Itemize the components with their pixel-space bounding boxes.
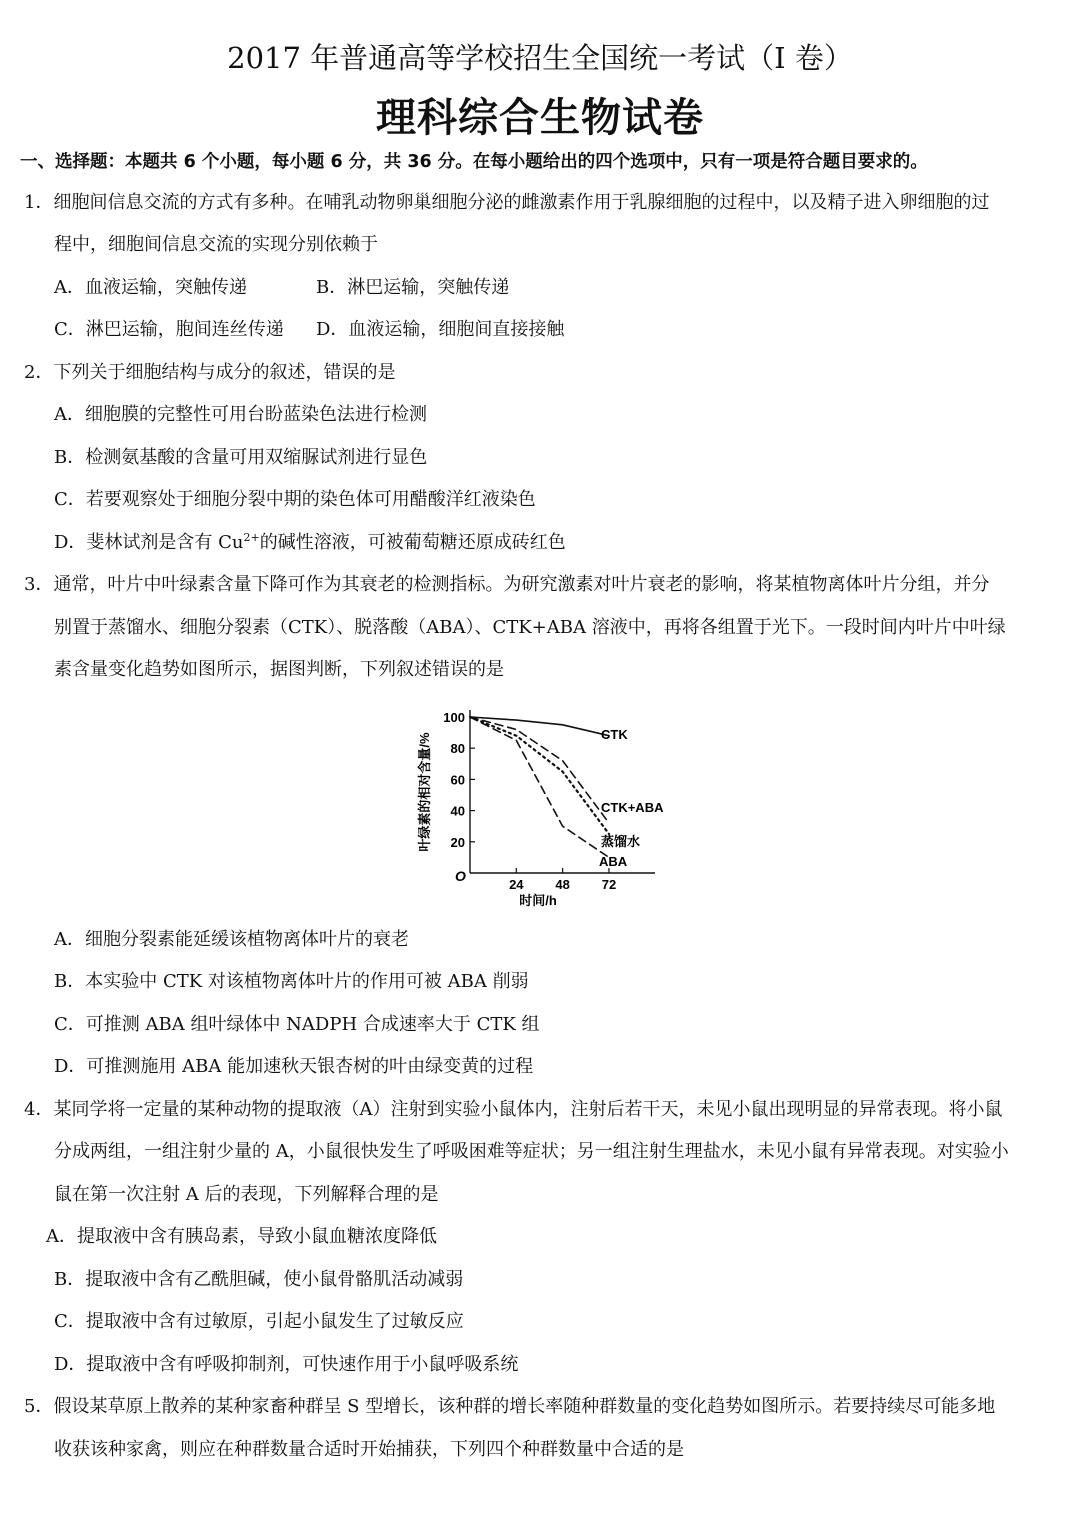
q4-option-d: D．提取液中含有呼吸抑制剂，可快速作用于小鼠呼吸系统 (54, 1354, 519, 1375)
q2-option-d-superscript: 2+ (243, 531, 260, 544)
q4-option-c: C．提取液中含有过敏原，引起小鼠发生了过敏反应 (54, 1311, 464, 1332)
q1-option-d: D．血液运输，细胞间直接接触 (316, 319, 565, 340)
q1-stem-line2: 程中，细胞间信息交流的实现分别依赖于 (54, 234, 378, 255)
q3-option-c: C．可推测 ABA 组叶绿体中 NADPH 合成速率大于 CTK 组 (54, 1014, 540, 1035)
exam-title: 2017 年普通高等学校招生全国统一考试（I 卷） (227, 41, 853, 75)
q2-option-c: C．若要观察处于细胞分裂中期的染色体可用醋酸洋红液染色 (54, 489, 536, 510)
series-label-2: 蒸馏水 (601, 834, 641, 849)
x-tick-label: 72 (601, 877, 617, 892)
q3-option-b: B．本实验中 CTK 对该植物离体叶片的作用可被 ABA 削弱 (54, 971, 529, 992)
series-line-3 (470, 717, 609, 857)
y-tick-label: 20 (450, 834, 465, 850)
q1-option-c: C．淋巴运输，胞间连丝传递 (54, 319, 284, 340)
q2-option-d-post: 的碱性溶液，可被葡萄糖还原成砖红色 (259, 532, 566, 553)
q5-stem-line1: 5．假设某草原上散养的某种家畜种群呈 S 型增长，该种群的增长率随种群数量的变化趋势如图所示。若要持续尽可能多地 (24, 1396, 996, 1417)
q2-option-d-pre: D．斐林试剂是含有 Cu (54, 532, 244, 553)
q1-option-a: A．血液运输，突触传递 (54, 277, 247, 298)
q3-stem-line3: 素含量变化趋势如图所示，据图判断，下列叙述错误的是 (54, 659, 504, 680)
q3-option-a: A．细胞分裂素能延缓该植物离体叶片的衰老 (54, 929, 409, 950)
x-tick-label: 48 (555, 877, 570, 892)
series-line-2 (470, 717, 609, 834)
section-heading: 一、选择题：本题共 6 个小题，每小题 6 分，共 36 分。在每小题给出的四个选项中，只有一项是符合题目要求的。 (20, 152, 928, 172)
exam-subtitle: 理科综合生物试卷 (376, 95, 704, 141)
y-tick-label: 100 (443, 710, 465, 725)
q3-stem-line2: 别置于蒸馏水、细胞分裂素（CTK）、脱落酸（ABA）、CTK+ABA 溶液中，再将各组置于光下。一段时间内叶片中叶绿 (54, 617, 1006, 638)
series-lines (470, 717, 609, 857)
series-label-3: ABA (599, 854, 628, 869)
series-line-0 (470, 717, 609, 736)
series-labels (599, 727, 664, 869)
series-label-0: CTK (601, 727, 628, 742)
y-tick-label: 60 (450, 772, 465, 788)
q2-option-a: A．细胞膜的完整性可用台盼蓝染色法进行检测 (54, 404, 427, 425)
q2-stem: 2．下列关于细胞结构与成分的叙述，错误的是 (24, 362, 396, 383)
q4-option-a: A．提取液中含有胰岛素，导致小鼠血糖浓度降低 (46, 1226, 437, 1247)
q3-option-d: D．可推测施用 ABA 能加速秋天银杏树的叶由绿变黄的过程 (54, 1056, 534, 1077)
chlorophyll-line-chart (405, 696, 695, 916)
origin-label: O (455, 868, 466, 884)
y-axis-label: 叶绿素的相对含量/% (417, 732, 432, 852)
q3-stem-line1: 3．通常，叶片中叶绿素含量下降可作为其衰老的检测指标。为研究激素对叶片衰老的影响，将某植物离体叶片分组，并分 (24, 574, 990, 595)
q4-option-b: B．提取液中含有乙酰胆碱，使小鼠骨骼肌活动减弱 (54, 1269, 464, 1290)
x-ticks (509, 868, 616, 892)
q5-stem-line2: 收获该种家禽，则应在种群数量合适时开始捕获，下列四个种群数量中合适的是 (54, 1439, 684, 1460)
q4-stem-line2: 分成两组，一组注射少量的 A，小鼠很快发生了呼吸困难等症状；另一组注射生理盐水，未见小鼠有异常表现。对实验小 (54, 1141, 1009, 1162)
x-axis-label: 时间/h (519, 893, 557, 908)
q4-stem-line3: 鼠在第一次注射 A 后的表现，下列解释合理的是 (54, 1184, 439, 1205)
y-tick-label: 40 (450, 803, 465, 819)
q4-stem-line1: 4．某同学将一定量的某种动物的提取液（A）注射到实验小鼠体内，注射后若干天，未见小鼠出现明显的异常表现。将小鼠 (24, 1099, 1003, 1120)
q1-stem-line1: 1．细胞间信息交流的方式有多种。在哺乳动物卵巢细胞分泌的雌激素作用于乳腺细胞的过程中，以及精子进入卵细胞的过 (24, 192, 990, 213)
q2-option-b: B．检测氨基酸的含量可用双缩脲试剂进行显色 (54, 447, 428, 468)
q2-option-d (54, 530, 566, 556)
series-label-1: CTK+ABA (601, 800, 664, 815)
y-tick-label: 80 (450, 741, 465, 757)
q1-option-b: B．淋巴运输，突触传递 (316, 277, 510, 298)
x-tick-label: 24 (509, 877, 524, 892)
